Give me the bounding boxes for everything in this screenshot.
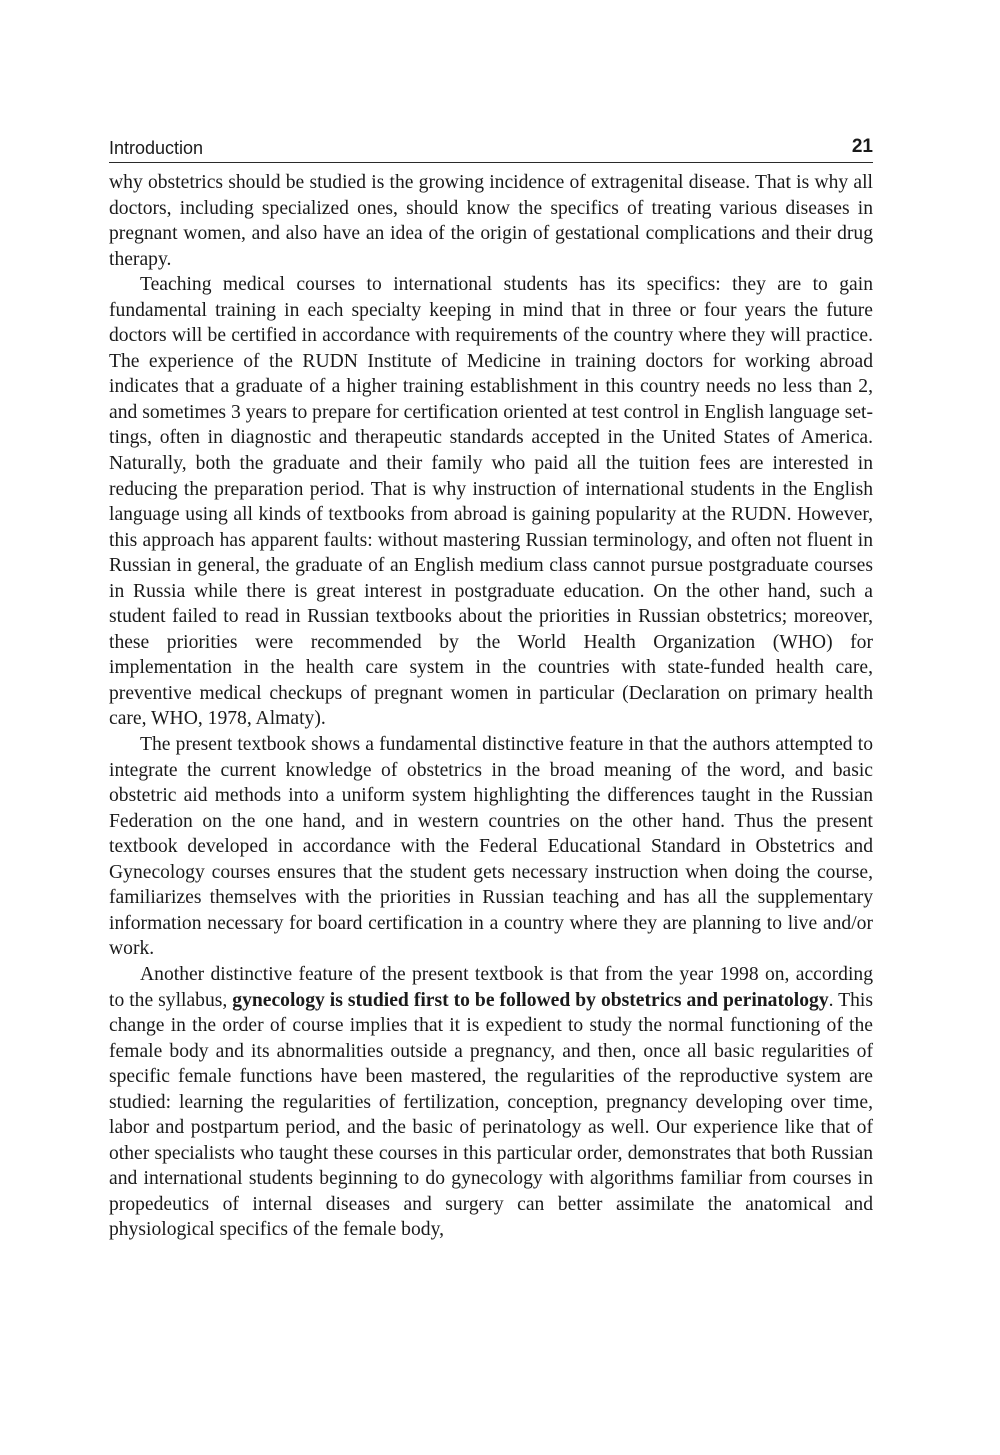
paragraph-4 — [109, 962, 873, 1243]
page-number: 21 — [851, 136, 873, 157]
paragraph-3: The present textbook shows a fundamental distinctive feature in that the authors attempted to integrate the current knowledge of obstetrics in the broad meaning of the word, and basic obstetric aid methods into a uniform system highlighting the differences taught in the Russian Federation on the one hand, and in western countries on the other hand. Thus the present textbook developed in accordance with the Federal Educational Standard in Obstetrics and Gynecology courses ensures that the student gets necessary instruction when doing the course, familiarizes themselves with the priorities in Russian teaching and has all the supplementary information necessary for board certification in a country where they are planning to live and/or work. — [109, 734, 873, 960]
paragraph-4-rest: . This change in the order of course implies that it is expedient to study the normal functioning of the female body and its abnormalities outside a pregnancy, and then, once all basic regularities of specific female functions have been mastered, the regularities of the reproductive system are studied: learning the regularities of fertilization, conception, pregnancy developing over time, labor and postpartum period, and the basic of perinatology as well. Our experience like that of other specialists who taught these courses in this particular order, demonstrates that both Russian and international students beginning to do gynecology with algorithms familiar from courses in propedeutics of internal diseases and surgery can better assimilate the anatomical and physiological specifics of the female body, — [109, 989, 873, 1241]
paragraph-4-emphasis: gynecology is studied first to be followed by obstetrics and perinatology — [232, 989, 829, 1011]
paragraph-1: why obstetrics should be studied is the growing incidence of extragenital disease. That is why all doctors, including specialized ones, should know the specifics of treating various diseases in pregnant women, and also have an idea of the origin of gestational complications and their drug therapy. — [109, 172, 873, 270]
paragraph-4-intro: Another distinctive feature of the present textbook is that from the year 1998 on, according to the syllabus, — [109, 963, 873, 1011]
body-text — [109, 170, 873, 1243]
paragraph-2: Teaching medical courses to international students has its specifics: they are to gain fundamental training in each specialty keeping in mind that in three or four years the future doctors will be certified in accordance with requirements of the country where they will practice. The experience of the RUDN Institute of Medicine in training doctors for working abroad indicates that a graduate of a higher training establishment in this country needs no less than 2, and sometimes 3 years to prepare for certification oriented at test control in English language settings, often in diagnostic and therapeutic standards accepted in the United States of America. Naturally, both the graduate and their family who paid all the tuition fees are interested in reducing the preparation period. That is why instruction of international students in the English language using all kinds of textbooks from abroad is gaining popularity at the RUDN. However, this approach has apparent faults: without mastering Russian terminology, and often not fluent in Russian in general, the graduate of an English medium class cannot pursue postgraduate courses in Russia while there is great interest in postgraduate education. On the other hand, such a student failed to read in Russian textbooks about the priorities in Russian obstetrics; moreover, these priorities were recommended by the World Health Organization (WHO) for implementation in the health care system in the countries with state-funded health care, preventive medical checkups of pregnant women in particular (Declaration on primary health care, WHO, 1978, Almaty). — [109, 274, 873, 730]
running-head — [109, 136, 873, 163]
section-title: Introduction — [109, 138, 204, 158]
